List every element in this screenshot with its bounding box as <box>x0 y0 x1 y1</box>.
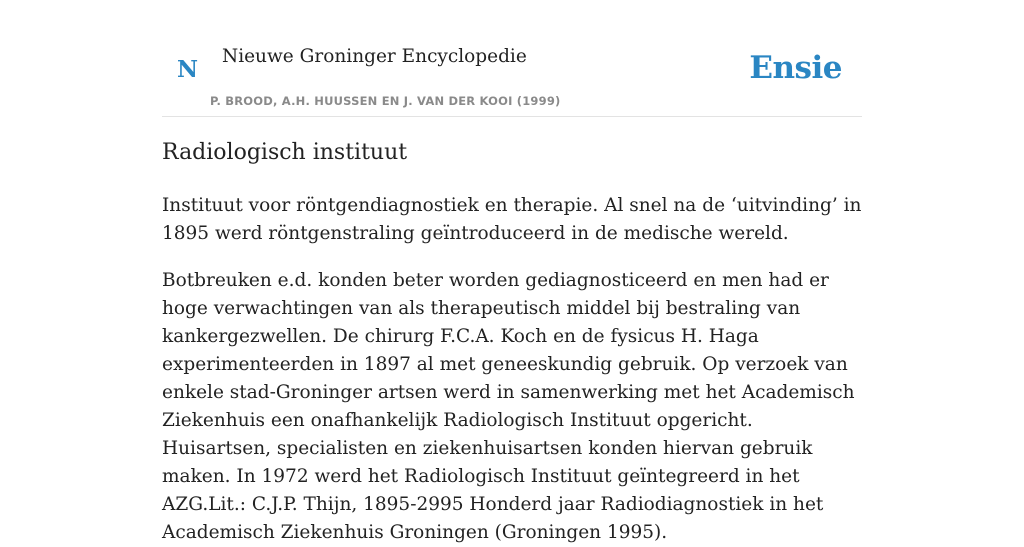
header <box>162 0 862 117</box>
authors-line: P. BROOD, A.H. HUUSSEN EN J. VAN DER KOOI (1999) <box>210 94 561 108</box>
entry-paragraph: Botbreuken e.d. konden beter worden gediagnosticeerd en men had er hoge verwachtingen van als therapeutisch middel bij bestraling van kankergezwellen. De chirurg F.C.A. Koch en de fysicus H. Haga experimenteerden in 1897 al met geneeskundig gebruik. Op verzoek van enkele stad-Groninger artsen werd in samenwerking met het Academisch Ziekenhuis een onafhankelijk Radiologisch Instituut opgericht. Huisartsen, specialisten en ziekenhuisartsen konden hiervan gebruik maken. In 1972 werd het Radiologisch Instituut geïntegreerd in het AZG.Lit.: C.J.P. Thijn, 1895-2995 Honderd jaar Radiodiagnostiek in het Academisch Ziekenhuis Groningen (Groningen 1995). <box>162 270 855 543</box>
ensie-logo[interactable]: Ensie <box>749 50 842 86</box>
entry-paragraph: Instituut voor röntgendiagnostiek en therapie. Al snel na de ‘uitvinding’ in 1895 werd röntgenstraling geïntroduceerd in de medische wereld. <box>162 195 862 244</box>
encyclopedia-logo[interactable]: N <box>177 56 199 83</box>
book-title-link[interactable]: Nieuwe Groninger Encyclopedie <box>222 46 527 67</box>
page <box>162 0 862 543</box>
entry-title: Radiologisch instituut <box>162 140 408 165</box>
